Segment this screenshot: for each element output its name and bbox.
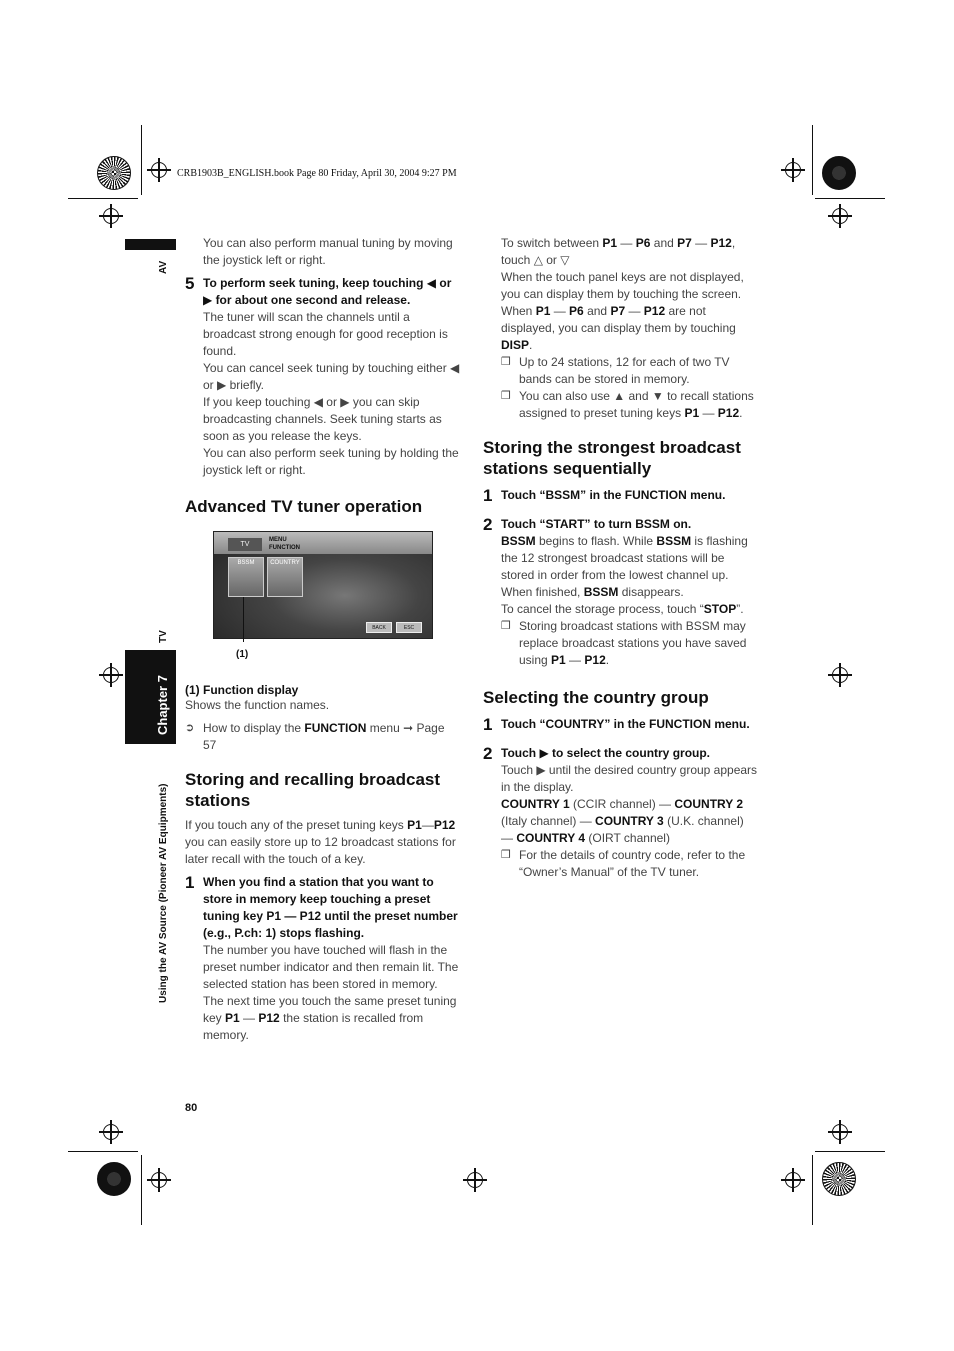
sidebar-section-tv: TV	[158, 630, 169, 643]
function-display-desc: Shows the function names.	[185, 698, 330, 712]
back-button[interactable]: BACK	[366, 622, 392, 633]
function-display-title: (1) Function display	[185, 683, 299, 697]
function-menu-screenshot	[213, 531, 433, 639]
crosshair-icon	[151, 1172, 167, 1188]
step-text: You can cancel seek tuning by touching either ◀ or ▶ briefly.	[203, 361, 460, 392]
left-column-lower	[185, 682, 460, 1044]
crosshair-icon	[832, 208, 848, 224]
bssm-step-1: 1 Touch “BSSM” in the FUNCTION menu.	[483, 486, 726, 505]
note-box-icon: ❒	[501, 356, 511, 368]
intro-text: You can also perform manual tuning by moving the joystick left or right.	[203, 236, 453, 267]
country-step-1: 1 Touch “COUNTRY” in the FUNCTION menu.	[483, 715, 750, 734]
cancel-text: To cancel the storage process, touch “STOP”.	[501, 602, 744, 616]
registration-wheel-icon	[97, 1162, 131, 1196]
note: ❒ Storing broadcast stations with BSSM may replace broadcast stations you have saved using P1 — P12.	[501, 619, 747, 667]
crop-mark	[812, 125, 813, 195]
note-box-icon: ❒	[501, 620, 511, 632]
crop-mark	[141, 1155, 142, 1225]
crosshair-icon	[103, 1124, 119, 1140]
registration-wheel-icon	[822, 156, 856, 190]
crop-mark	[68, 1151, 138, 1152]
step-text: If you keep touching ◀ or ▶ you can skip broadcasting channels. Seek tuning starts as soon as you release the keys.	[203, 395, 442, 443]
country-list: COUNTRY 1 (CCIR channel) — COUNTRY 2 (Italy channel) — COUNTRY 3 (U.K. channel) — COUNTRY 4 (OIRT channel)	[501, 797, 744, 845]
crosshair-icon	[151, 162, 167, 178]
switch-text: To switch between P1 — P6 and P7 — P12,	[501, 236, 736, 250]
step-title: When you find a station that you want to store in memory keep touching a preset tuning key P1 — P12 until the preset number (e.g., P.ch: 1) stops flashing.	[203, 875, 458, 940]
tv-logo: TV	[228, 538, 262, 551]
bssm-button[interactable]: BSSM	[228, 557, 264, 597]
callout-label: (1)	[236, 649, 249, 660]
crosshair-icon	[832, 1124, 848, 1140]
sidebar-section-bar	[125, 239, 176, 250]
note-box-icon: ❒	[501, 390, 511, 402]
step-title: Touch “COUNTRY” in the FUNCTION menu.	[501, 717, 750, 731]
crop-mark	[815, 1151, 885, 1152]
country-button[interactable]: COUNTRY	[267, 557, 303, 597]
section-heading: Storing the strongest broadcast stations sequentially	[483, 438, 741, 478]
hidden-keys-text: When the touch panel keys are not displayed, you can display them by touching the screen. When P1 — P6 and P7 — P12 are not displayed, you can display them by touching DISP.	[501, 270, 744, 352]
file-header: CRB1903B_ENGLISH.book Page 80 Friday, April 30, 2004 9:27 PM	[177, 168, 457, 179]
running-title: Using the AV Source (Pioneer AV Equipments)	[158, 783, 169, 1003]
step-1: 1 When you find a station that you want to store in memory keep touching a preset tuning key P1 — P12 until the preset number (e.g., P.ch: 1) stops flashing.	[185, 874, 460, 942]
step-text: Touch ▶ until the desired country group appears in the display.	[501, 763, 758, 794]
step-text: BSSM begins to flash. While BSSM is flashing the 12 strongest broadcast stations will be stored in order from the lowest channel up. When finished, BSSM disappears.	[501, 534, 748, 599]
step-text: You can also perform seek tuning by holding the joystick left or right.	[203, 446, 459, 477]
crosshair-icon	[785, 162, 801, 178]
note-box-icon: ❒	[501, 849, 511, 861]
crop-mark	[815, 198, 885, 199]
reference-arrow-icon: ➲	[185, 722, 195, 734]
touch-text: touch △ or ▽	[501, 253, 570, 267]
screen-menu-title: MENU FUNCTION	[269, 537, 300, 551]
note: ❒ Up to 24 stations, 12 for each of two TV bands can be stored in memory.	[501, 355, 730, 386]
step-title: Touch “BSSM” in the FUNCTION menu.	[501, 488, 726, 502]
country-step-2: 2 Touch ▶ to select the country group.	[483, 744, 711, 763]
section-heading: Storing and recalling broadcast stations	[185, 770, 441, 810]
registration-wheel-icon	[97, 156, 131, 190]
note: ❒ You can also use ▲ and ▼ to recall stations assigned to preset tuning keys P1 — P12.	[501, 389, 754, 420]
esc-button[interactable]: ESC	[396, 622, 422, 633]
cross-reference: ➲ How to display the FUNCTION menu ➞ Page 57	[185, 721, 445, 752]
step-title: Touch “START” to turn BSSM on.	[501, 517, 692, 531]
crosshair-icon	[832, 667, 848, 683]
left-column	[185, 235, 460, 517]
step-text: The tuner will scan the channels until a broadcast strong enough for good reception is found.	[203, 310, 448, 358]
crosshair-icon	[785, 1172, 801, 1188]
note: ❒ For the details of country code, refer to the “Owner’s Manual” of the TV tuner.	[501, 848, 746, 879]
right-column	[483, 235, 758, 881]
section-heading: Selecting the country group	[483, 688, 709, 707]
crosshair-icon	[467, 1172, 483, 1188]
step-text: The next time you touch the same preset tuning key P1 — P12 the station is recalled from memory.	[203, 994, 457, 1042]
step-title: To perform seek tuning, keep touching ◀ or ▶ for about one second and release.	[203, 276, 452, 307]
chapter-label: Chapter 7	[155, 675, 170, 735]
step-5: 5 To perform seek tuning, keep touching ◀ or ▶ for about one second and release.	[185, 275, 460, 309]
registration-wheel-icon	[822, 1162, 856, 1196]
step-title: Touch ▶ to select the country group.	[501, 746, 711, 760]
crosshair-icon	[103, 208, 119, 224]
store-intro: If you touch any of the preset tuning keys P1—P12 you can easily store up to 12 broadcast stations for later recall with the touch of a key.	[185, 818, 456, 866]
callout-line	[243, 597, 244, 642]
step-text: The number you have touched will flash in the preset number indicator and then remain lit. The selected station has been stored in memory.	[203, 943, 459, 991]
crop-mark	[141, 125, 142, 195]
bssm-step-2: 2 Touch “START” to turn BSSM on.	[483, 515, 692, 534]
crop-mark	[812, 1155, 813, 1225]
page-number: 80	[185, 1102, 198, 1114]
section-heading: Advanced TV tuner operation	[185, 497, 423, 516]
sidebar-section-av: AV	[158, 260, 169, 274]
crop-mark	[68, 198, 138, 199]
crosshair-icon	[103, 667, 119, 683]
